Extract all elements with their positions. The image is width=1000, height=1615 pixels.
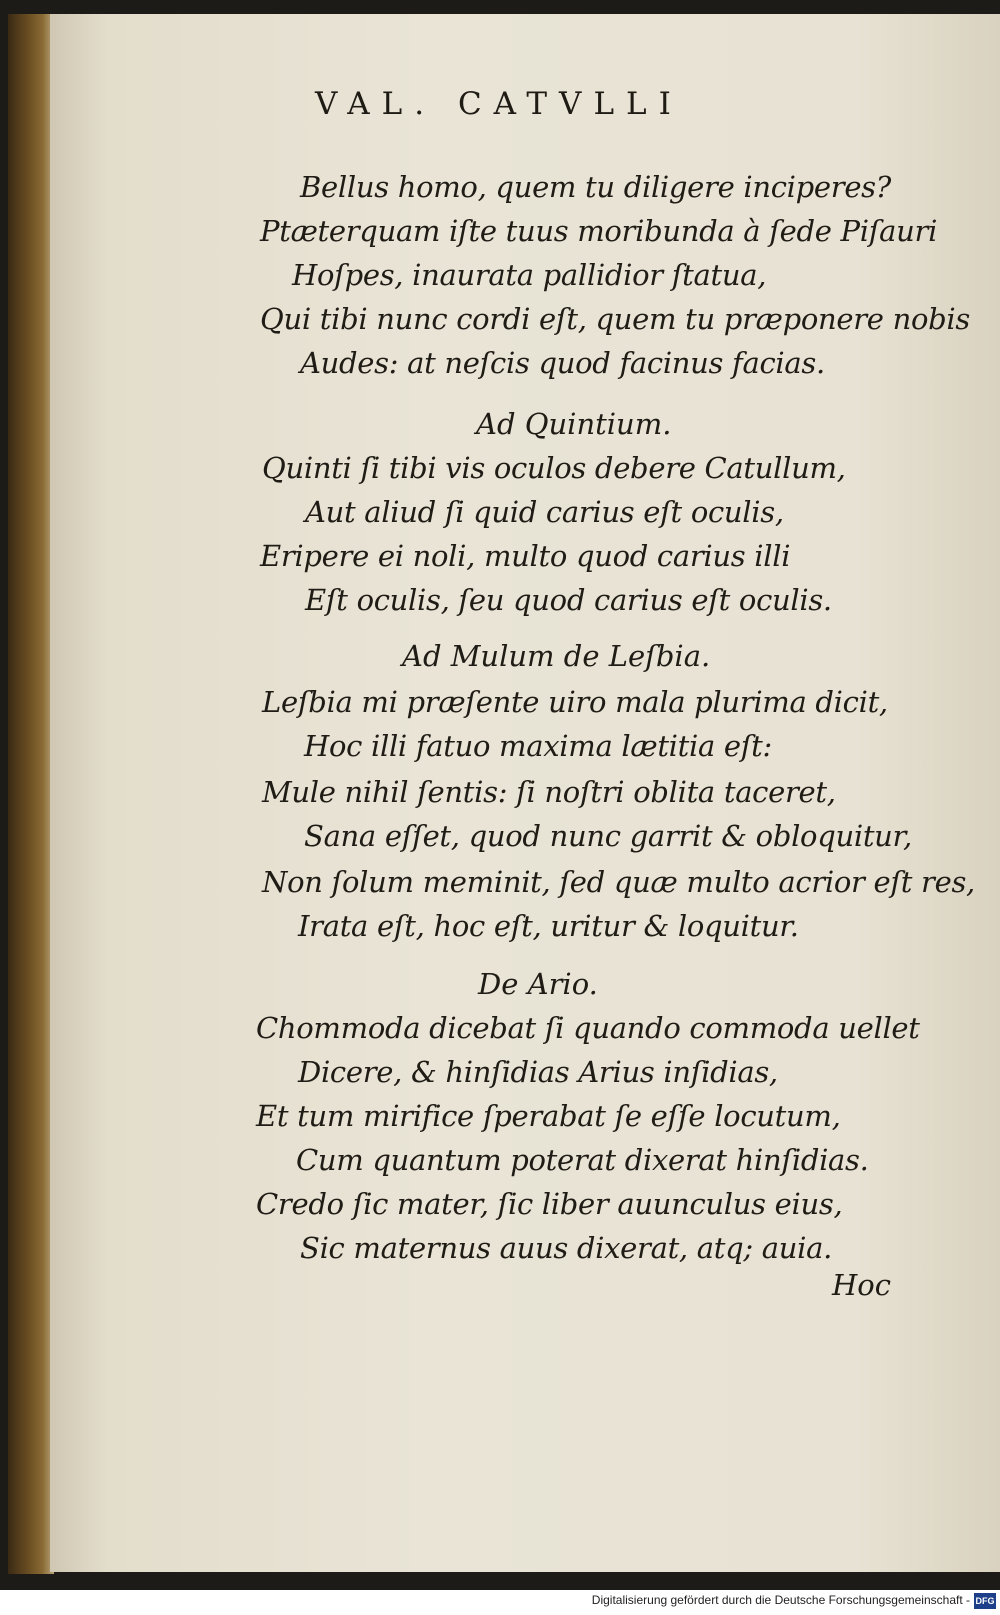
verse-line: Sana eſſet, quod nunc garrit & obloquitur, [304, 819, 912, 853]
verse-line: Hoſpes, inaurata pallidior ſtatua, [292, 258, 767, 292]
verse-line: Quinti ſi tibi vis oculos debere Catullum, [262, 451, 846, 485]
poem-heading: Ad Mulum de Leſbia. [402, 639, 711, 673]
verse-line: Bellus homo, quem tu diligere inciperes? [300, 170, 892, 204]
verse-line: Et tum mirifice ſperabat ſe eſſe locutum, [256, 1099, 841, 1133]
verse-line: Qui tibi nunc cordi eſt, quem tu præponere nobis [260, 302, 970, 336]
verse-line: Non ſolum meminit, ſed quæ multo acrior eſt res, [262, 865, 975, 899]
digitization-credit: Digitalisierung gefördert durch die Deutsche Forschungsgemeinschaft - [591, 1593, 970, 1607]
verse-line: Audes: at neſcis quod facinus facias. [300, 346, 825, 380]
running-head: VAL. CATVLLI [315, 86, 683, 122]
verse-line: Irata eſt, hoc eſt, uritur & loquitur. [298, 909, 799, 943]
verse-line: Sic maternus auus dixerat, atq; auia. [300, 1231, 833, 1265]
verse-line: Hoc illi fatuo maxima lætitia eſt: [304, 729, 773, 763]
verse-line: Credo ſic mater, ſic liber auunculus eius, [256, 1187, 843, 1221]
poem-heading: Ad Quintium. [476, 407, 672, 441]
book-binding-edge [8, 14, 54, 1574]
dfg-logo-icon: DFG [974, 1593, 996, 1609]
verse-line: Eſt oculis, ſeu quod carius eſt oculis. [305, 583, 832, 617]
verse-line: Eripere ei noli, multo quod carius illi [260, 539, 791, 573]
verse-line: Cum quantum poterat dixerat hinſidias. [296, 1143, 869, 1177]
catchword: Hoc [832, 1268, 891, 1302]
poem-heading: De Ario. [478, 967, 598, 1001]
verse-line: Aut aliud ſi quid carius eſt oculis, [305, 495, 784, 529]
verse-line: Ptæterquam iſte tuus moribunda à ſede Piſauri [260, 214, 938, 248]
verse-line: Chommoda dicebat ſi quando commoda uellet [256, 1011, 920, 1045]
verse-line: Mule nihil ſentis: ſi noſtri oblita taceret, [262, 775, 836, 809]
verse-line: Leſbia mi præſente uiro mala plurima dicit, [262, 685, 888, 719]
verse-line: Dicere, & hinſidias Arius inſidias, [298, 1055, 778, 1089]
footer-bar [0, 1590, 1000, 1615]
